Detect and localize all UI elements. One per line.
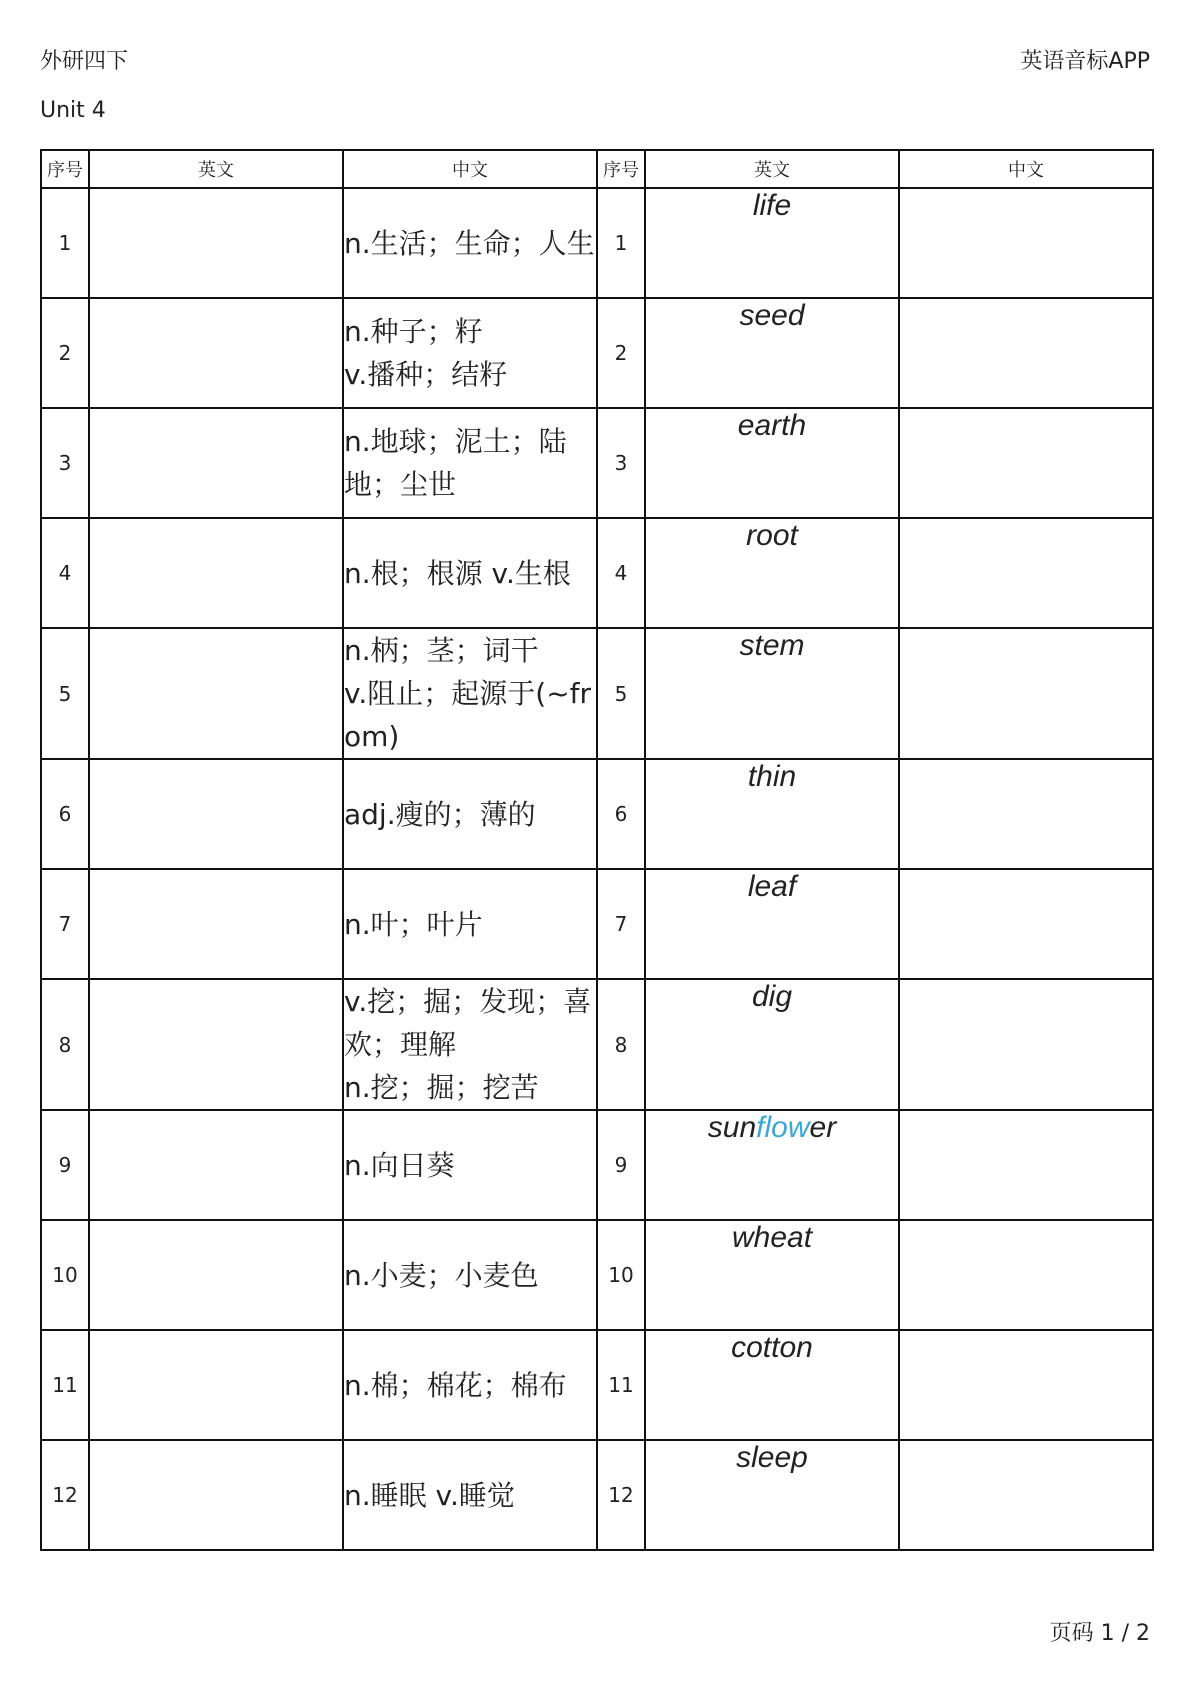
chinese-meaning: n.地球；泥土；陆地；尘世 [343, 408, 597, 518]
row-index: 1 [41, 188, 89, 298]
row-index-2: 12 [597, 1440, 645, 1550]
table-header-row [41, 150, 1153, 188]
english-word: stem [645, 628, 899, 759]
table-row [41, 518, 1153, 628]
table-row [41, 408, 1153, 518]
header-chinese-2: 中文 [899, 150, 1153, 188]
english-blank-cell [89, 1110, 343, 1220]
chinese-meaning: n.柄；茎；词干 v.阻止；起源于(~from) [343, 628, 597, 759]
english-word: earth [645, 408, 899, 518]
english-blank-cell [89, 869, 343, 979]
row-index: 5 [41, 628, 89, 759]
english-blank-cell [89, 188, 343, 298]
chinese-blank-cell [899, 1220, 1153, 1330]
header-index: 序号 [41, 150, 89, 188]
chinese-meaning: n.种子；籽 v.播种；结籽 [343, 298, 597, 408]
table-row [41, 1440, 1153, 1550]
row-index: 12 [41, 1440, 89, 1550]
row-index-2: 8 [597, 979, 645, 1110]
chinese-blank-cell [899, 408, 1153, 518]
row-index-2: 1 [597, 188, 645, 298]
english-blank-cell [89, 759, 343, 869]
row-index-2: 2 [597, 298, 645, 408]
row-index-2: 9 [597, 1110, 645, 1220]
table-row [41, 1110, 1153, 1220]
english-blank-cell [89, 518, 343, 628]
row-index-2: 10 [597, 1220, 645, 1330]
english-blank-cell [89, 628, 343, 759]
row-index: 9 [41, 1110, 89, 1220]
header-chinese: 中文 [343, 150, 597, 188]
chinese-blank-cell [899, 188, 1153, 298]
word-part: er [809, 1111, 837, 1144]
row-index-2: 7 [597, 869, 645, 979]
table-row [41, 869, 1153, 979]
english-blank-cell [89, 298, 343, 408]
chinese-meaning: n.生活；生命；人生 [343, 188, 597, 298]
row-index: 11 [41, 1330, 89, 1440]
english-word: life [645, 188, 899, 298]
table-row [41, 1220, 1153, 1330]
english-word: leaf [645, 869, 899, 979]
row-index-2: 3 [597, 408, 645, 518]
chinese-blank-cell [899, 628, 1153, 759]
english-word [645, 1110, 899, 1220]
row-index-2: 6 [597, 759, 645, 869]
english-word: wheat [645, 1220, 899, 1330]
english-blank-cell [89, 408, 343, 518]
header-english-2: 英文 [645, 150, 899, 188]
page-number: 页码 1 / 2 [1049, 1621, 1150, 1646]
chinese-meaning: n.棉；棉花；棉布 [343, 1330, 597, 1440]
row-index: 7 [41, 869, 89, 979]
table-row [41, 298, 1153, 408]
row-index: 10 [41, 1220, 89, 1330]
chinese-blank-cell [899, 869, 1153, 979]
chinese-blank-cell [899, 1330, 1153, 1440]
row-index: 2 [41, 298, 89, 408]
row-index: 8 [41, 979, 89, 1110]
chinese-meaning: n.睡眠 v.睡觉 [343, 1440, 597, 1550]
english-word: thin [645, 759, 899, 869]
table-row [41, 188, 1153, 298]
chinese-meaning: adj.瘦的；薄的 [343, 759, 597, 869]
chinese-blank-cell [899, 518, 1153, 628]
row-index: 4 [41, 518, 89, 628]
chinese-meaning: n.小麦；小麦色 [343, 1220, 597, 1330]
table-row [41, 759, 1153, 869]
table-row [41, 628, 1153, 759]
unit-label: Unit 4 [40, 98, 106, 123]
english-blank-cell [89, 1220, 343, 1330]
chinese-meaning: n.叶；叶片 [343, 869, 597, 979]
english-blank-cell [89, 1330, 343, 1440]
english-blank-cell [89, 979, 343, 1110]
row-index-2: 11 [597, 1330, 645, 1440]
header-english: 英文 [89, 150, 343, 188]
app-name: 英语音标APP [1020, 49, 1150, 74]
english-word: cotton [645, 1330, 899, 1440]
english-word: root [645, 518, 899, 628]
chinese-meaning: n.向日葵 [343, 1110, 597, 1220]
row-index-2: 4 [597, 518, 645, 628]
chinese-blank-cell [899, 1440, 1153, 1550]
row-index: 6 [41, 759, 89, 869]
header-index-2: 序号 [597, 150, 645, 188]
english-word: seed [645, 298, 899, 408]
vocabulary-table [40, 149, 1154, 1551]
chinese-blank-cell [899, 298, 1153, 408]
chinese-meaning: v.挖；掘；发现；喜欢；理解 n.挖；掘；挖苦 [343, 979, 597, 1110]
book-title: 外研四下 [40, 49, 129, 74]
chinese-blank-cell [899, 759, 1153, 869]
row-index-2: 5 [597, 628, 645, 759]
word-part: sun [707, 1111, 757, 1144]
english-word: dig [645, 979, 899, 1110]
chinese-meaning: n.根；根源 v.生根 [343, 518, 597, 628]
table-row [41, 1330, 1153, 1440]
row-index: 3 [41, 408, 89, 518]
chinese-blank-cell [899, 1110, 1153, 1220]
english-word: sleep [645, 1440, 899, 1550]
chinese-blank-cell [899, 979, 1153, 1110]
word-part: flow [756, 1111, 810, 1144]
english-blank-cell [89, 1440, 343, 1550]
table-row [41, 979, 1153, 1110]
